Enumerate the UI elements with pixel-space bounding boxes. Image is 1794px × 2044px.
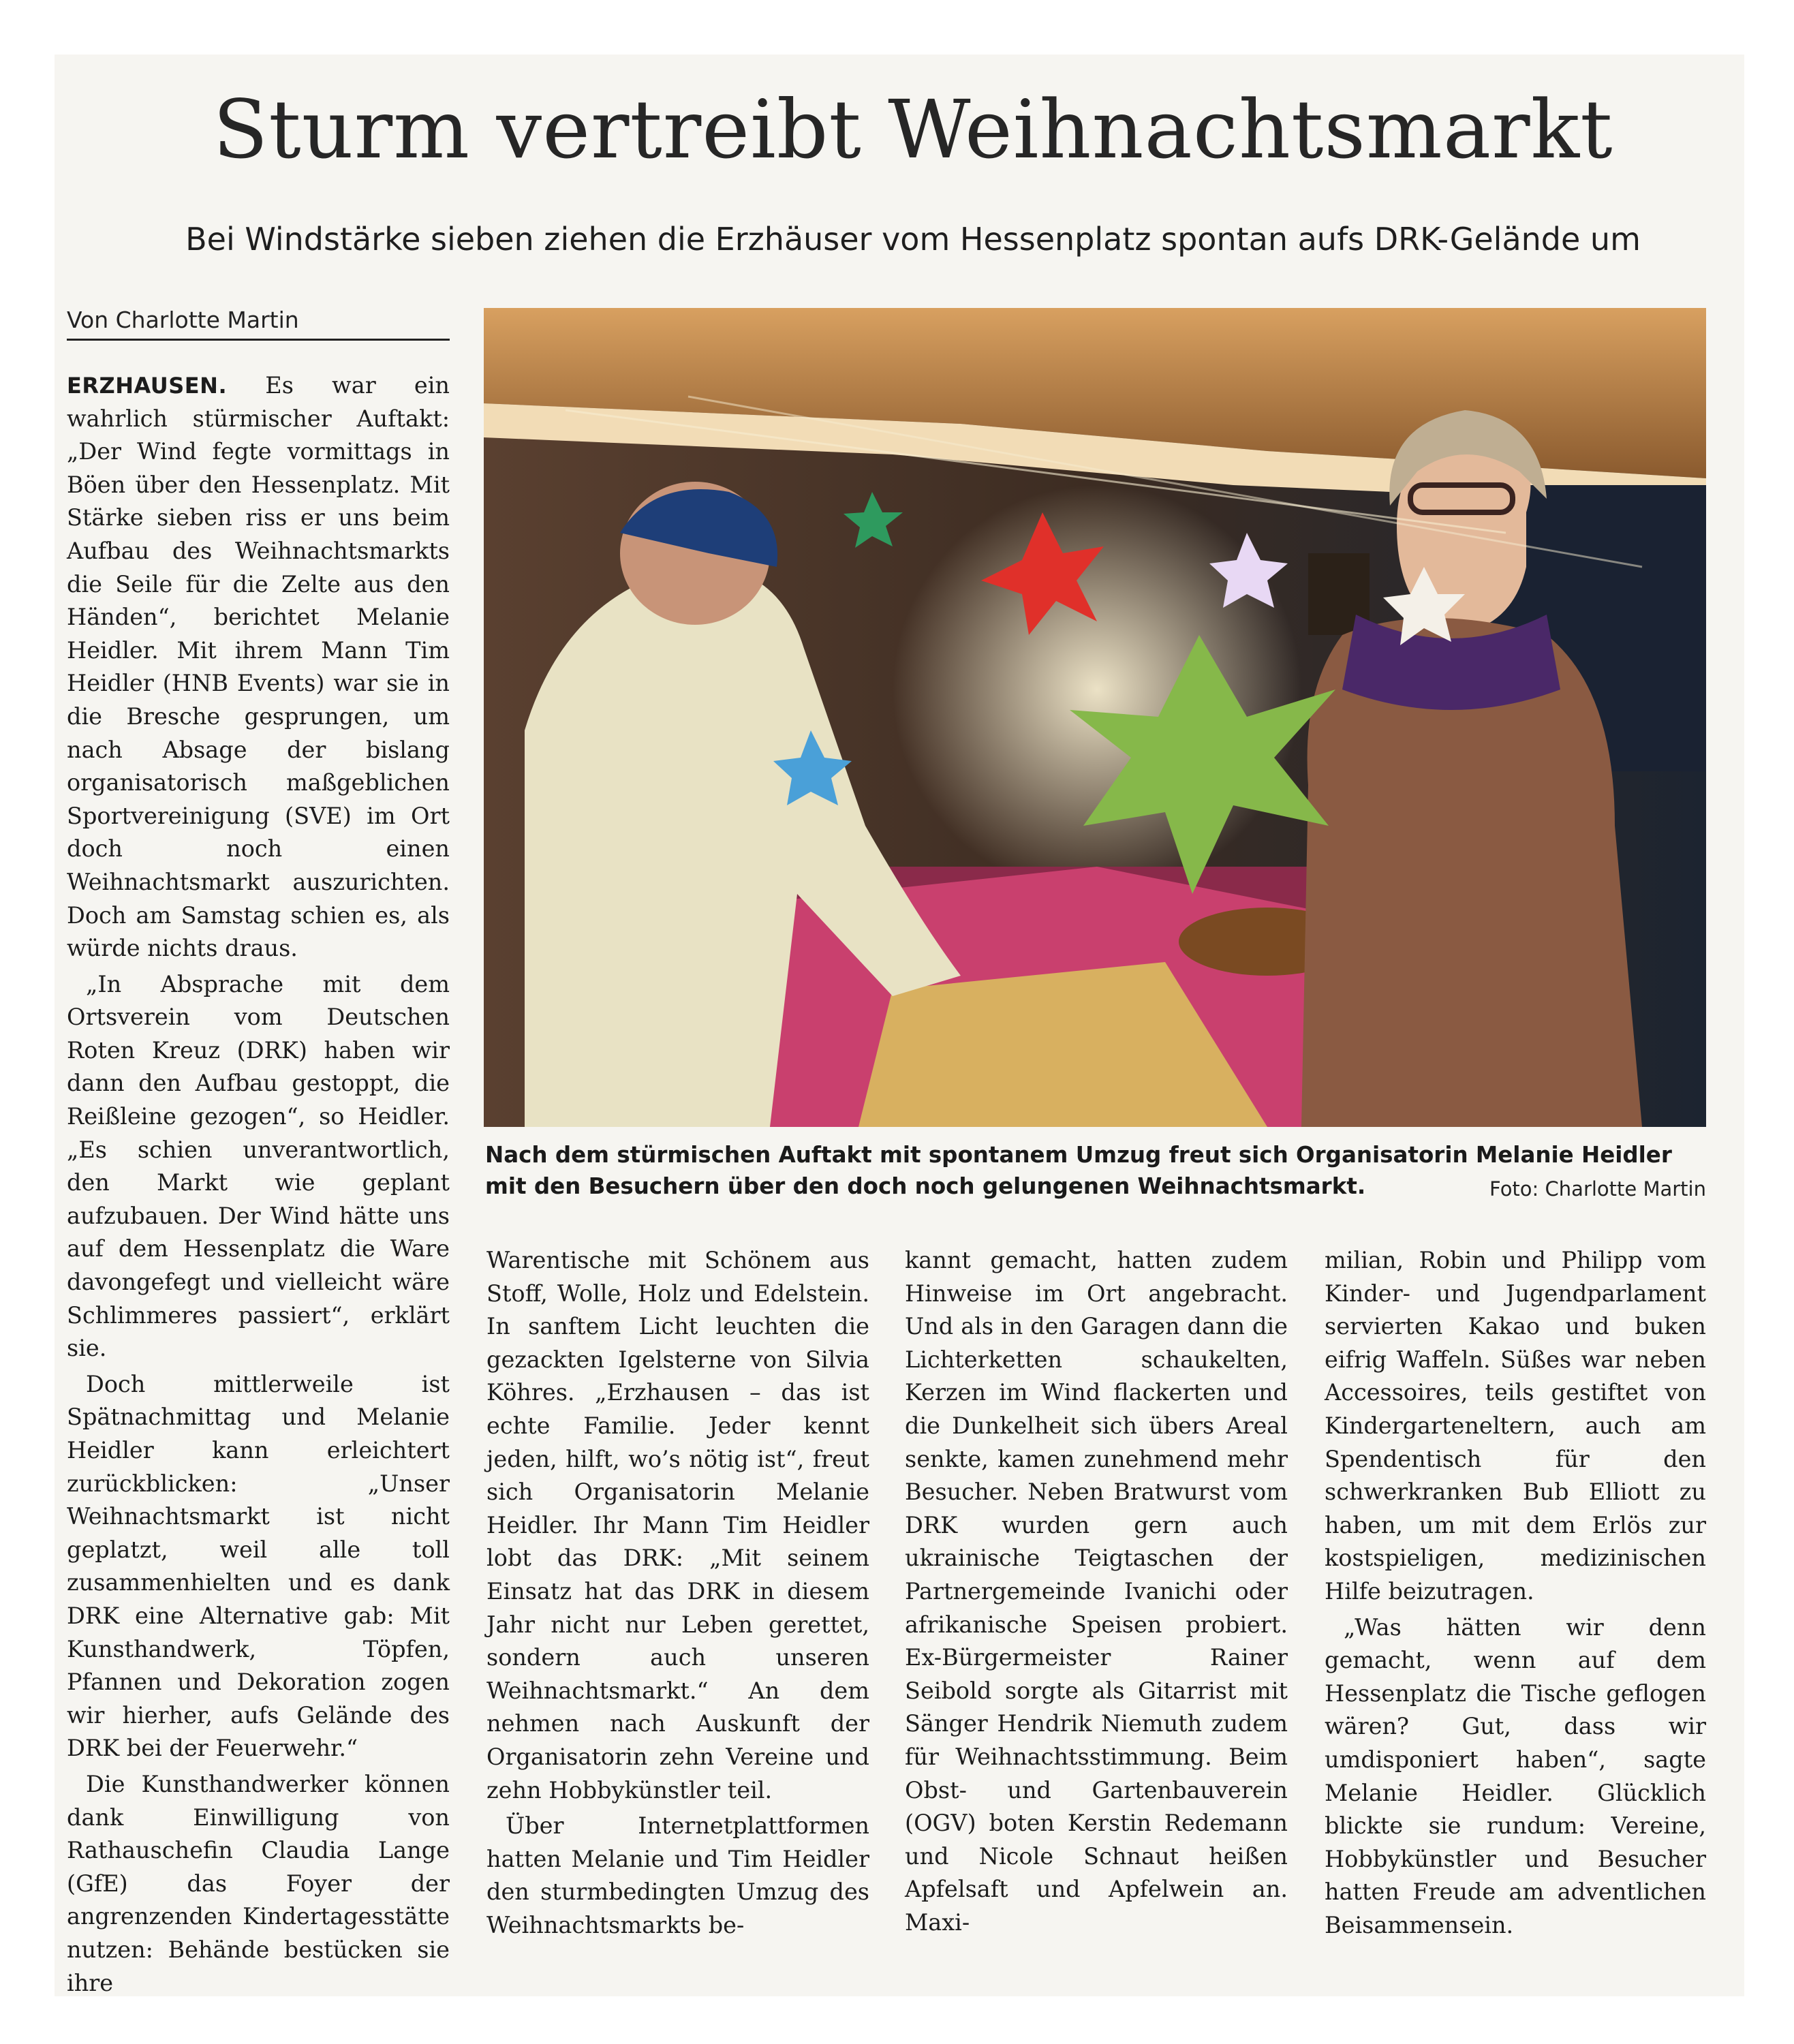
paragraph: Doch mittlerweile ist Spätnachmittag und Melanie Heidler kann erleichtert zurückblicken: „Unser Weihnachtsmarkt ist nicht geplatzt, weil alle toll zusammenhielten und es dank DRK eine Alternative gab: Mit Kunsthandwerk, Töpfen, Pfannen und Dekoration zogen wir hierher, aufs Gelände des DRK bei der Feuerwehr.“ — [67, 1370, 450, 1762]
dateline: ERZHAUSEN. — [67, 373, 228, 399]
paragraph: „Was hätten wir denn gemacht, wenn auf dem Hessenplatz die Tische geflogen wären? Gut, dass wir umdisponiert haben“, sagte Melanie Heidler. Glücklich blickte sie rundum: Vereine, Hobbykünstler und Besucher hatten Freude am adventlichen Beisammensein. — [1325, 1613, 1706, 1938]
column-3 — [905, 1244, 1288, 1960]
paragraph: Die Kunsthandwerker können dank Einwilligung von Rathauschefin Claudia Lange (GfE) das Foyer der angrenzenden Kindertagesstätte nutzen: Behände bestücken sie ihre — [67, 1770, 450, 1996]
column-1 — [67, 369, 450, 1996]
photo-illustration — [484, 308, 1706, 1127]
byline: Von Charlotte Martin — [67, 305, 450, 341]
photo-caption: Nach dem stürmischen Auftakt mit spontanem Umzug freut sich Organisatorin Melanie Heidler mit den Besuchern über den doch noch gelungenen Weihnachtsmarkt. — [485, 1142, 1672, 1199]
paragraph: milian, Robin und Philipp vom Kinder- und Jugendparlament servierten Kakao und buken eifrig Waffeln. Süßes war neben Accessoires, teils gestiftet von Kindergarteneltern, auch am Spendentisch für den schwerkranken Bub Elliott zu haben, um mit dem Erlös zur kostspieligen, medizinischen Hilfe beizutragen. — [1325, 1247, 1706, 1605]
paragraph — [67, 369, 450, 965]
subheadline: Bei Windstärke sieben ziehen die Erzhäuser vom Hessenplatz spontan aufs DRK-Gelände um — [185, 221, 1641, 258]
paragraph: Über Internetplattformen hatten Melanie und Tim Heidler den sturmbedingten Umzug des Weihnachtsmarkts be- — [486, 1812, 869, 1938]
paragraph: kannt gemacht, hatten zudem Hinweise im Ort angebracht. Und als in den Garagen dann die Lichterketten schaukelten, Kerzen im Wind flackerten und die Dunkelheit sich übers Areal senkte, kamen zunehmend mehr Besucher. Neben Bratwurst vom DRK wurden gern auch ukrainische Teigtaschen der Partnergemeinde Ivanichi oder afrikanische Speisen probiert. Ex-Bürgermeister Rainer Seibold sorgte als Gitarrist mit Sänger Hendrik Niemuth zudem für Weihnachtsstimmung. Beim Obst- und Gartenbauverein (OGV) boten Kerstin Redemann und Nicole Schnaut heißen Apfelsaft und Apfelwein an. Maxi- — [905, 1247, 1288, 1936]
column-4 — [1325, 1244, 1706, 1960]
market-photo — [484, 308, 1706, 1127]
column-2 — [486, 1244, 869, 1960]
paragraph: „In Absprache mit dem Ortsverein vom Deutschen Roten Kreuz (DRK) haben wir dann den Aufbau gestoppt, die Reißleine gezogen“, so Heidler. „Es schien unverantwortlich, den Markt wie geplant aufzubauen. Der Wind hätte uns auf dem Hessenplatz die Ware davongefegt und vielleicht wäre Schlimmeres passiert“, erklärt sie. — [67, 970, 450, 1362]
photo-credit: Foto: Charlotte Martin — [1489, 1177, 1706, 1201]
paragraph: Warentische mit Schönem aus Stoff, Wolle, Holz und Edelstein. In sanftem Licht leuchten die gezackten Igelsterne von Silvia Köhres. „Erzhausen – das ist echte Familie. Jeder kennt jeden, hilft, wo’s nötig ist“, freut sich Organisatorin Melanie Heidler. Ihr Mann Tim Heidler lobt das DRK: „Mit seinem Einsatz hat das DRK in diesem Jahr nicht nur Leben gerettet, sondern auch unseren Weihnachtsmarkt.“ An dem nehmen nach Auskunft der Organisatorin zehn Vereine und zehn Hobbykünstler teil. — [486, 1247, 869, 1803]
headline: Sturm vertreibt Weihnachtsmarkt — [213, 82, 1613, 176]
paragraph-text: Es war ein wahrlich stürmischer Auftakt: „Der Wind fegte vormittags in Böen über den Hessenplatz. Mit Stärke sieben riss er uns beim Aufbau des Weihnachtsmarkts die Seile für die Zelte aus den Händen“, berichtet Melanie Heidler. Mit ihrem Mann Tim Heidler (HNB Events) war sie in die Bresche gesprungen, um nach Absage der bislang organisatorisch maßgeblichen Sportvereinigung (SVE) im Ort doch noch einen Weihnachtsmarkt auszurichten. Doch am Samstag schien es, als würde nichts draus. — [67, 372, 450, 962]
